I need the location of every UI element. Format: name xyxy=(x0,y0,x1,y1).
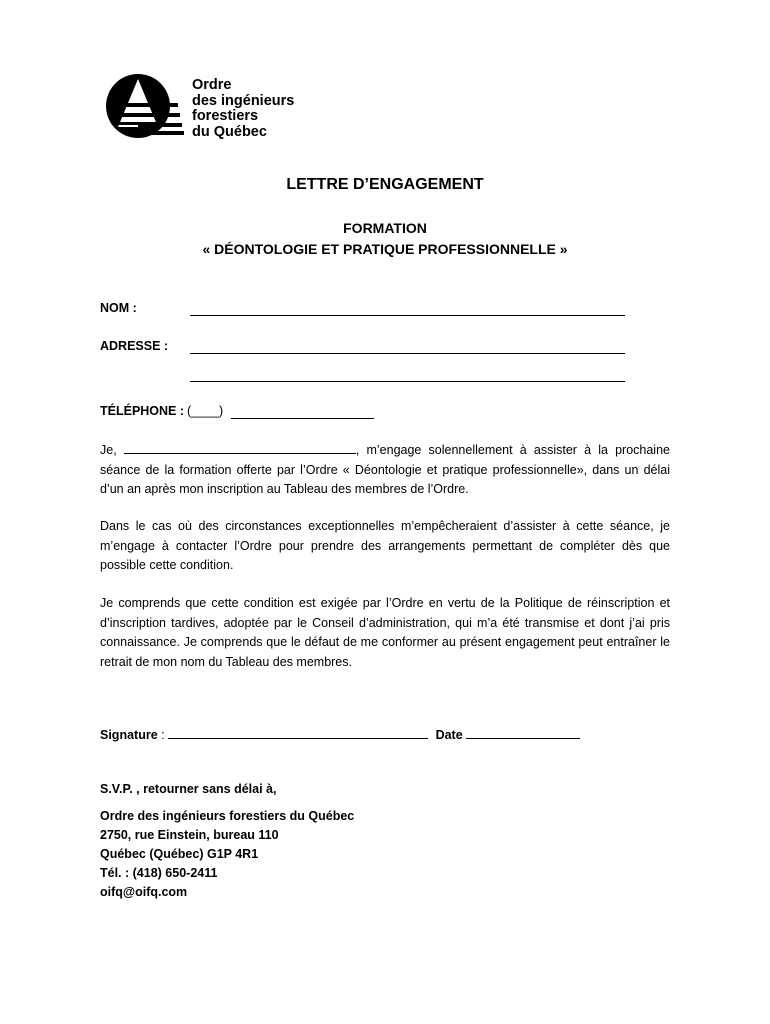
signature-colon: : xyxy=(157,728,169,742)
return-instruction: S.V.P. , retourner sans délai à, xyxy=(100,782,277,796)
oifq-logo-icon xyxy=(100,73,186,139)
telephone-field-line[interactable] xyxy=(231,418,374,419)
telephone-area-code[interactable]: (____) xyxy=(187,404,224,418)
logo-line: Ordre xyxy=(192,77,232,93)
adresse-label: ADRESSE : xyxy=(100,339,169,353)
subtitle-course-name: « DÉONTOLOGIE ET PRATIQUE PROFESSIONNELLE » xyxy=(202,241,568,257)
telephone-label: TÉLÉPHONE : xyxy=(100,404,185,418)
paragraph-engagement xyxy=(100,441,670,500)
logo-wordmark xyxy=(192,78,294,140)
logo-line: du Québec xyxy=(192,123,267,140)
paragraph-policy: Je comprends que cette condition est exigée par l’Ordre en vertu de la Politique de réinscription et d’inscription tardives, adoptée par le Conseil d’administration, qui m’a été transmise et dont j’ai pris connaissance. Je comprends que le défaut de me conformer au présent engagement peut entraîner le retrait de mon nom du Tableau des membres. xyxy=(100,596,670,669)
signature-row xyxy=(100,726,580,742)
paragraph-start: Je, xyxy=(100,443,117,457)
subtitle-formation: FORMATION xyxy=(343,220,427,236)
address-city: Québec (Québec) G1P 4R1 xyxy=(100,847,259,861)
logo-line: forestiers xyxy=(192,108,259,124)
address-email[interactable]: oifq@oifq.com xyxy=(100,885,188,899)
nom-label: NOM : xyxy=(100,301,137,315)
adresse-field-line-1[interactable] xyxy=(190,353,625,354)
adresse-field-line-2[interactable] xyxy=(190,381,625,382)
paragraph-rest: , m’engage solennellement à assister à la prochaine séance de la formation offerte par l’Ordre « Déontologie et pratique professionnelle», dans un délai d’un an après mon inscription au Tableau des membres de l’Ordre. xyxy=(100,443,670,496)
paragraph-circumstances: Dans le cas où des circonstances exceptionnelles m’empêcheraient d’assister à cette séance, je m’engage à contacter l’Ordre pour prendre des arrangements permettant de compléter dès que possible cette condition. xyxy=(100,519,670,572)
address-org: Ordre des ingénieurs forestiers du Québec xyxy=(100,809,355,823)
document-title: LETTRE D’ENGAGEMENT xyxy=(286,176,484,193)
name-blank-line[interactable] xyxy=(124,441,356,454)
nom-field-line[interactable] xyxy=(190,315,625,316)
signature-label: Signature xyxy=(100,728,158,742)
signature-field-line[interactable] xyxy=(168,726,428,739)
logo-line: des ingénieurs xyxy=(192,92,295,109)
address-phone: Tél. : (418) 650-2411 xyxy=(100,866,218,880)
address-street: 2750, rue Einstein, bureau 110 xyxy=(100,828,279,842)
date-field-line[interactable] xyxy=(466,726,580,739)
date-label: Date xyxy=(435,728,463,742)
